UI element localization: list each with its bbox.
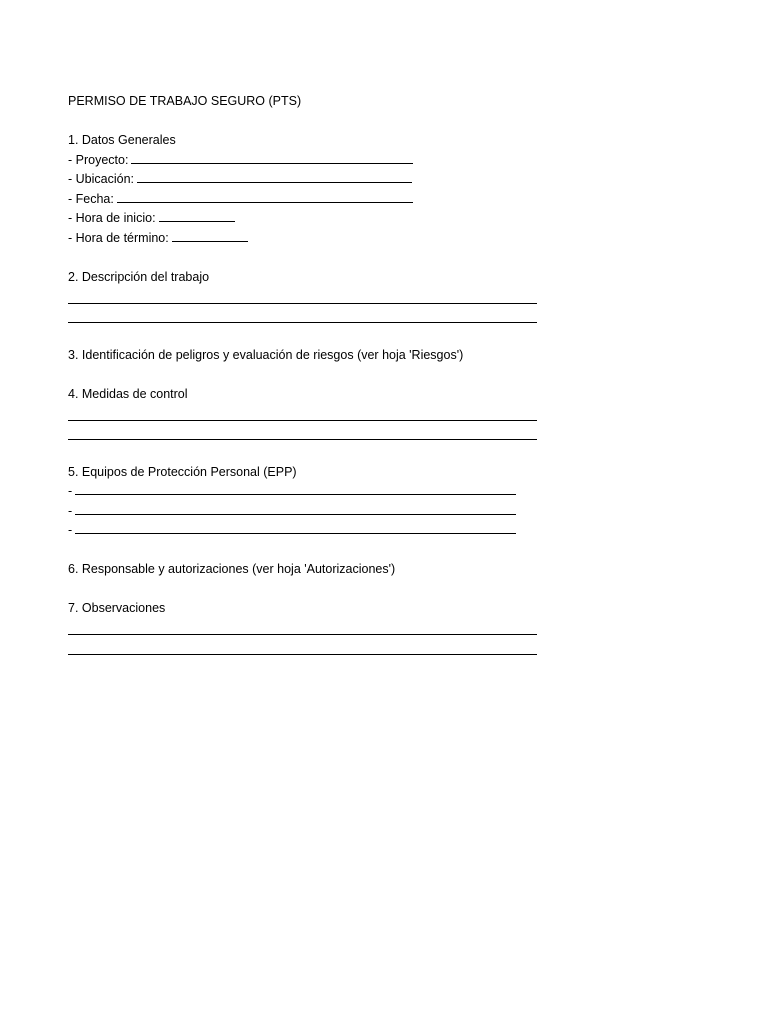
epp-item-1 xyxy=(68,482,708,502)
field-fecha xyxy=(68,190,708,210)
epp-item-2-blank xyxy=(75,502,516,515)
epp-item-3-bullet: - xyxy=(68,523,73,537)
medidas-blank-line-2 xyxy=(68,424,708,444)
field-hora-termino-label: - Hora de término: xyxy=(68,230,169,245)
field-ubicacion-blank xyxy=(137,170,412,183)
epp-item-1-blank xyxy=(75,482,516,495)
spacer xyxy=(68,248,708,268)
field-fecha-label: - Fecha: xyxy=(68,191,114,206)
section-3-heading: 3. Identificación de peligros y evaluación de riesgos (ver hoja 'Riesgos') xyxy=(68,347,464,362)
epp-item-2 xyxy=(68,502,708,522)
observaciones-blank-line-2 xyxy=(68,638,708,658)
field-hora-termino-blank xyxy=(172,229,248,242)
field-hora-inicio xyxy=(68,209,708,229)
section-7-heading: 7. Observaciones xyxy=(68,601,166,615)
section-5-heading: 5. Equipos de Protección Personal (EPP) xyxy=(68,464,297,479)
observaciones-blank-line-1 xyxy=(68,619,708,639)
spacer xyxy=(68,443,708,463)
field-proyecto-blank xyxy=(131,151,413,164)
epp-item-3-blank xyxy=(75,521,516,534)
epp-item-3 xyxy=(68,521,708,541)
section-2-heading: 2. Descripción del trabajo xyxy=(68,269,210,284)
spacer xyxy=(68,580,708,600)
field-hora-termino xyxy=(68,229,708,249)
section-1-heading: 1. Datos Generales xyxy=(68,133,176,147)
document-title: PERMISO DE TRABAJO SEGURO (PTS) xyxy=(68,94,302,108)
epp-item-1-bullet: - xyxy=(68,484,73,498)
spacer xyxy=(68,365,708,385)
section-4-heading: 4. Medidas de control xyxy=(68,386,188,401)
spacer xyxy=(68,541,708,561)
spacer xyxy=(68,326,708,346)
field-proyecto-label: - Proyecto: xyxy=(68,152,129,167)
field-proyecto xyxy=(68,151,708,171)
document-page xyxy=(68,92,708,658)
descripcion-blank-line-2 xyxy=(68,307,708,327)
epp-item-2-bullet: - xyxy=(68,503,73,518)
field-ubicacion-label: - Ubicación: xyxy=(68,172,134,186)
spacer xyxy=(68,112,708,132)
field-fecha-blank xyxy=(117,190,413,203)
descripcion-blank-line-1 xyxy=(68,287,708,307)
field-hora-inicio-blank xyxy=(159,209,235,222)
medidas-blank-line-1 xyxy=(68,404,708,424)
field-ubicacion xyxy=(68,170,708,190)
section-6-heading: 6. Responsable y autorizaciones (ver hoja 'Autorizaciones') xyxy=(68,562,396,576)
field-hora-inicio-label: - Hora de inicio: xyxy=(68,211,156,225)
